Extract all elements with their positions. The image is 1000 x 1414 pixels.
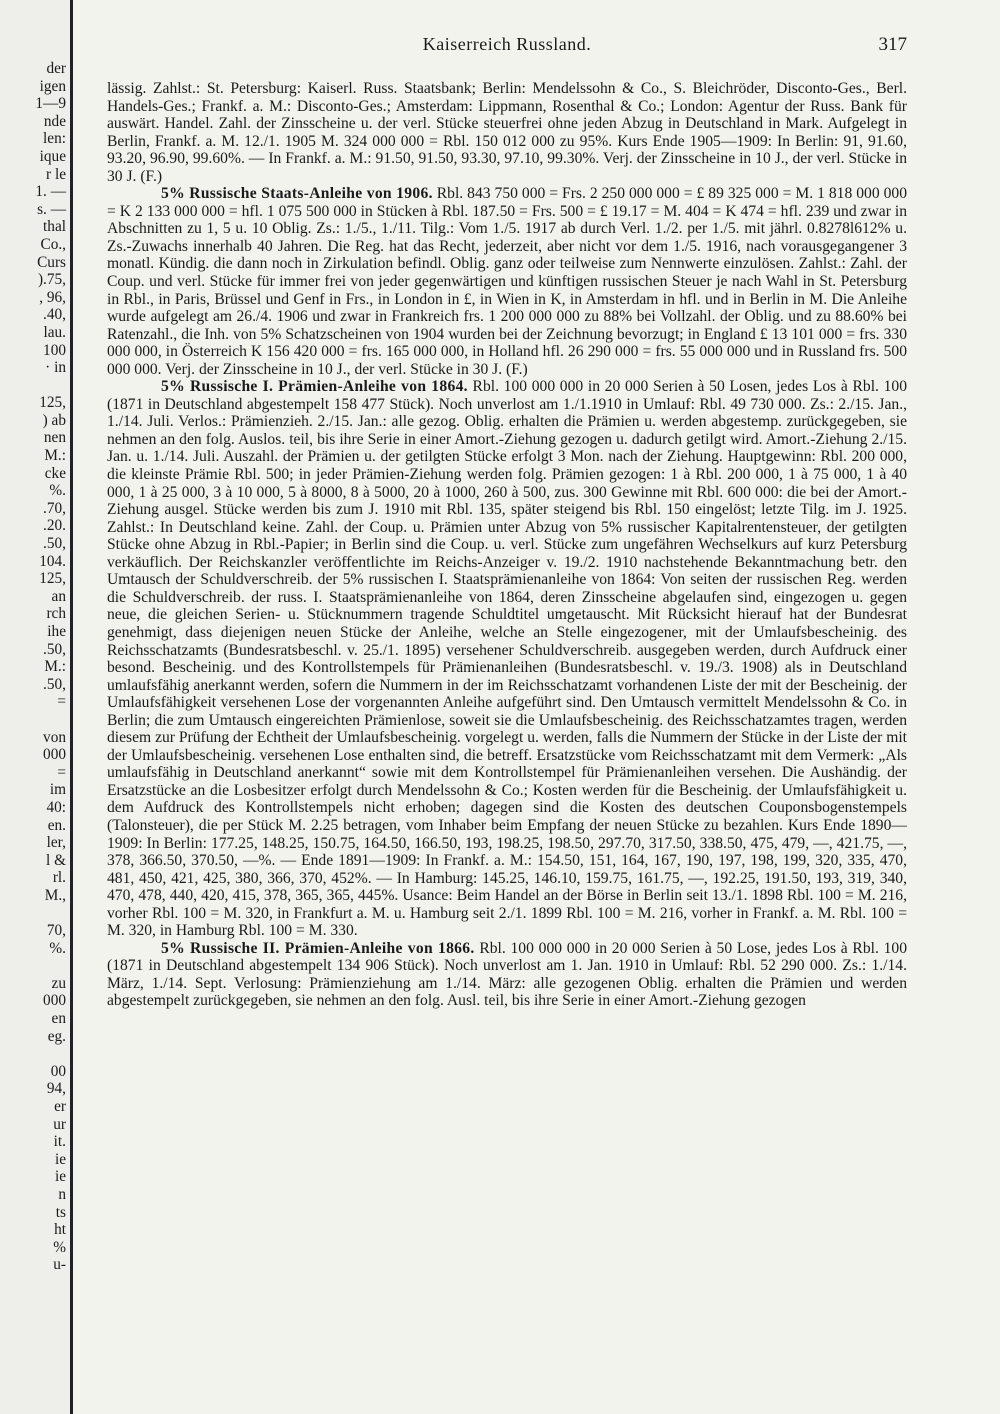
margin-fragment: .70, xyxy=(43,499,66,517)
page-number: 317 xyxy=(878,34,907,55)
margin-fragment: len: xyxy=(43,130,66,148)
paragraph-text: Rbl. 843 750 000 = Frs. 2 250 000 000 = £ 89 325 000 = M. 1 818 000 000 = K 2 133 000 000 = hfl. 1 075 500 000 in Stücken à Rbl. 187.50 = Frs. 500 = £ 19.17 = M. 404 = K 474 = hfl. 239 und zwar in Abschnitten zu 1, 5 u. 10 Oblig. Zs.: 1./5., 1./11. Tilg.: Vom 1./5. 1917 ab durch Verl. 1./2. per 1./5. mit jährl. 0.8278l612% u. Zs.-Zuwachs innerhalb 40 Jahren. Die Reg. hat das Recht, jederzeit, aber nicht vor dem 1./5. 1916, nach vorausgegangener 3 monatl. Kündig. die dann noch in Zirkulation befindl. Oblig. ganz oder teilweise zum Nennwerte einzulösen. Zahlst.: Zahl. der Coup. und verl. Stücke für immer frei von jeder gegenwärtigen und künftigen russischen Steuer je nach Wahl in St. Petersburg in Rbl., in Paris, Brüssel und Genf in Frs., in London in £, in Wien in K, in Amsterdam in hfl. und in Berlin in M. Die Anleihe wurde aufgelegt am 26./4. 1906 und zwar in Frankreich frs. 1 200 000 000 zu 88% bei Vollzahl. der Oblig. und zu 88.60% bei Ratenzahl., die Inh. von 5% Schatzscheinen von 1904 wurden bei der Zeichnung bevorzugt; in England £ 13 101 000 = frs. 330 000 000, in Österreich K 156 420 000 = frs. 165 000 000, in Holland hfl. 26 290 000 = frs. 55 000 000 und in Russland frs. 500 000 000. Verj. der Zinsscheine in 10 J., der verl. Stücke in 30 J. (F.) xyxy=(107,185,908,378)
margin-fragment: 100 xyxy=(43,341,66,359)
margin-fragment: nen xyxy=(43,429,66,447)
margin-fragment: ts xyxy=(55,1203,66,1221)
margin-fragment: M.: xyxy=(44,658,66,676)
margin-fragment: .20. xyxy=(43,517,66,535)
margin-fragment: .50, xyxy=(43,640,66,658)
paragraph-text: Rbl. 100 000 000 in 20 000 Serien à 50 Lose, jedes Los à Rbl. 100 (1871 in Deutschland abgestempelt 134 906 Stück). Noch unverlost am 1. Jan. 1910 in Umlauf: Rbl. 52 290 000. Zs.: 1./14. März, 1./14. Sept. Verlosung: Prämienziehung am 1./14. März: alle gezogenen Oblig. erhalten die Prämien und werden abgestempelt zurückgegeben, sie nehmen an den folg. Ausl. teil, bis ihre Serie in einer Amort.-Ziehung gezogen xyxy=(107,939,907,1010)
margin-fragment: u- xyxy=(53,1256,66,1274)
running-title: Kaiserreich Russland. xyxy=(422,34,592,54)
margin-fragment: r le xyxy=(46,165,66,183)
margin-fragment: en xyxy=(51,1010,66,1028)
paragraph-staats-anleihe-1906 xyxy=(107,185,907,378)
margin-fragment: .40, xyxy=(43,306,66,324)
margin-fragment: lau. xyxy=(43,323,66,341)
margin-fragment: ).75, xyxy=(37,271,66,289)
margin-fragment: an xyxy=(51,587,66,605)
margin-fragment: = xyxy=(57,693,66,711)
margin-fragment: ) ab xyxy=(42,411,66,429)
margin-fragment: = xyxy=(57,763,66,781)
margin-fragment: 000 xyxy=(43,992,66,1010)
margin-fragment xyxy=(0,905,70,923)
margin-fragment: it. xyxy=(53,1133,66,1151)
margin-fragment: ie xyxy=(54,1168,66,1186)
margin-fragment: 000 xyxy=(43,746,66,764)
margin-fragment: 125, xyxy=(39,394,66,412)
margin-fragment: ler, xyxy=(46,834,66,852)
margin-fragment: 1—9 xyxy=(35,95,66,113)
margin-fragment: rch xyxy=(46,605,66,623)
paragraph-praemien-anleihe-1866 xyxy=(107,940,907,1010)
margin-fragment: ie xyxy=(54,1150,66,1168)
margin-fragment xyxy=(0,711,70,729)
margin-fragment: igen xyxy=(39,77,66,95)
margin-fragment: Curs xyxy=(37,253,66,271)
margin-fragment: 70, xyxy=(46,922,66,940)
margin-fragment: , 96, xyxy=(39,288,66,306)
margin-fragment: im xyxy=(49,781,66,799)
margin-fragment: 104. xyxy=(39,552,66,570)
left-margin-adjacent-page xyxy=(0,0,72,1414)
page-binding-edge xyxy=(70,0,73,1414)
paragraph-text: lässig. Zahlst.: St. Petersburg: Kaiserl. Russ. Staatsbank; Berlin: Mendelssohn & Co., S. Bleichröder, Disconto-Ges., Berl. Handels-Ges.; Frankf. a. M.: Disconto-Ges.; Amsterdam: Lippmann, Rosenthal & Co.; London: Agentur der Russ. Bank für auswärt. Handel. Zahl. der Zinsscheine u. der verl. Stücke steuerfrei ohne jeden Abzug in Deutschland in Mark. Aufgelegt in Berlin, Frankf. a. M. 12./1. 1905 M. 324 000 000 = Rbl. 150 012 000 zu 95%. Kurs Ende 1905—1909: In Berlin: 91, 91.60, 93.20, 96.90, 99.60%. — In Frankf. a. M.: 91.50, 91.50, 93.30, 97.10, 99.30%. Verj. der Zinsscheine in 10 J., der verl. Stücke in 30 J. (F.) xyxy=(107,80,907,185)
margin-fragment: eg. xyxy=(47,1027,66,1045)
document-page xyxy=(107,34,907,1010)
margin-fragments-column xyxy=(0,60,70,1274)
margin-fragment: ht xyxy=(54,1221,66,1239)
margin-fragment: M., xyxy=(44,886,66,904)
margin-fragment: 94, xyxy=(46,1080,66,1098)
margin-fragment: 00 xyxy=(50,1062,66,1080)
margin-fragment: rl. xyxy=(52,869,66,887)
margin-fragment: · in xyxy=(45,359,66,377)
paragraph-continuation xyxy=(107,80,907,185)
margin-fragment: 40: xyxy=(46,798,66,816)
margin-fragment: cke xyxy=(44,464,66,482)
entry-heading: 5% Russische Staats-Anleihe von 1906. xyxy=(161,185,433,203)
body-text xyxy=(107,80,907,1010)
margin-fragment: zu xyxy=(51,974,66,992)
margin-fragment: 125, xyxy=(39,570,66,588)
margin-fragment: der xyxy=(46,60,66,77)
margin-fragment: ihe xyxy=(47,623,66,640)
margin-fragment: ur xyxy=(53,1115,66,1133)
margin-fragment: n xyxy=(58,1186,66,1203)
paragraph-praemien-anleihe-1864 xyxy=(107,378,907,940)
margin-fragment: von xyxy=(43,728,66,746)
margin-fragment: thal xyxy=(43,218,66,236)
margin-fragment: en. xyxy=(47,816,66,834)
margin-fragment: er xyxy=(54,1098,66,1116)
margin-fragment: %. xyxy=(49,482,66,500)
margin-fragment: nde xyxy=(43,112,66,130)
entry-heading: 5% Russische II. Prämien-Anleihe von 1866. xyxy=(161,939,475,957)
entry-heading: 5% Russische I. Prämien-Anleihe von 1864. xyxy=(161,378,468,396)
margin-fragment xyxy=(0,957,70,975)
margin-fragment: %. xyxy=(49,939,66,957)
margin-fragment: M.: xyxy=(44,447,66,465)
margin-fragment xyxy=(0,377,70,395)
page-header xyxy=(107,34,907,62)
margin-fragment: 1. — xyxy=(35,183,66,201)
paragraph-text: Rbl. 100 000 000 in 20 000 Serien à 50 Losen, jedes Los à Rbl. 100 (1871 in Deutschland abgestempelt 158 477 Stück). Noch unverlost am 1./1.1910 in Umlauf: Rbl. 49 730 000. Zs.: 2./15. Jan., 1./14. Juli. Verlos.: Prämienzieh. 2./15. Jan.: alle gezog. Oblig. erhalten die Prämien u. werden abgestemp. zurückgegeben, sie nehmen an den folg. Auslos. teil, bis ihre Serie in einer Amort.-Ziehung gezogen u. dadurch getilgt wird. Amort.-Ziehung 2./15. Jan. u. 1./14. Juli. Auszahl. der Prämien u. der getilgten Stücke erfolgt 3 Mon. nach der Ziehung. Hauptgewinn: Rbl. 200 000, die kleinste Prämie Rbl. 500; in jeder Prämien-Ziehung werden folg. Prämien gezogen: 1 à Rbl. 200 000, 1 à 75 000, 1 à 40 000, 1 à 25 000, 3 à 10 000, 5 à 8000, 8 à 5000, 20 à 1000, 260 à 500, zus. 300 Gewinne mit Rbl. 600 000: die bei der Amort.-Ziehung ausgel. Stücke werden bis zum J. 1910 mit Rbl. 135, später steigend bis Rbl. 150 eingelöst; letzte Tilg. im J. 1925. Zahlst.: In Deutschland keine. Zahl. der Coup. u. Prämien unter Abzug von 5% russischer Kapitalrentensteuer, der getilgten Stücke ohne Abzug in Rbl.-Papier; in Berlin sind die Coup. u. verl. Stücke zum ungefähren Wechselkurs auf kurz Petersburg verkäuflich. Der Reichskanzler veröffentlichte im Reichs-Anzeiger v. 19./2. 1910 nachstehende Bekanntmachung betr. den Umtausch der Schuldverschreib. der 5% russischen I. Staatsprämienanleihe von 1864: Von seiten der russischen Reg. werden die Schuldverschreib. der russ. I. Staatsprämienanleihe von 1864, deren Zinsscheine abgelaufen sind, eingezogen u. gegen neue, die gleichen Serien- u. Stücknummern tragende Schuldtitel umgetauscht. Mit Rücksicht hierauf hat der Bundesrat genehmigt, dass diejenigen neuen Stücke der Anleihe, welche an Stelle eingezogener, mit der Umlaufsbescheinig. des Reichsschatzamts (Bundesratsbeschl. v. 25./1. 1895) versehener Schuldverschreib. ausgegeben werden, durch Aufdruck einer besond. Bescheinig. und des Kontrollstempels für Prämienanleihen (Bundesratsbeschl. v. 19./3. 1908) als in Deutschland umlaufsfähig anerkannt werden, sofern die Nummern in der im Reichsschatzamt vorhandenen Liste der mit der Bescheinig. der Umlaufsfähigkeit versehenen Lose der vorgenannten Anleihe aufgeführt sind. Den Umtausch vermittelt Mendelssohn & Co. in Berlin; die zum Umtausch eingereichten Prämienlose, soweit sie die Umlaufsbescheinig. des Reichsschatzamtes tragen, werden diesem zur Prüfung der Echtheit der Umlaufsbescheinig. vorgelegt u. werden, falls die Nummern der Stücke in der Liste der mit der Umlaufsbescheinig. versehenen Lose enthalten sind, die betreff. Ersatzstücke vom Reichsschatzamt mit dem Vermerk: „Als umlaufsfähig in Deutschland anerkannt“ sowie mit dem Kontrollstempel für Prämienanleihen versehen. Die Aushändig. der Ersatzstücke an die Losbesitzer erfolgt durch Mendelssohn & Co.; Kosten werden für die Bescheinig. der Umlaufsfähigkeit u. dem Aufdruck des Kontrollstempels nicht erhoben; dagegen sind die Kosten des deutschen Couponsbogenstempels (Talonsteuer), die per Stück M. 2.25 betragen, vom Inhaber beim Empfang der neuen Stücke zu bezahlen. Kurs Ende 1890—1909: In Berlin: 177.25, 148.25, 150.75, 164.50, 166.50, 193, 198.25, 198.50, 297.70, 317.50, 338.50, 475, 479, —, 421.75, —, 378, 366.50, 370.50, —%. — Ende 1891—1909: In Frankf. a. M.: 154.50, 151, 164, 167, 190, 197, 198, 199, 320, 335, 470, 481, 450, 421, 425, 380, 366, 370, 452%. — In Hamburg: 145.25, 146.10, 159.75, 161.75, —, 192.25, 191.50, 193, 319, 340, 470, 478, 440, 420, 415, 378, 365, 365, 445%. Usance: Beim Handel an der Börse in Berlin seit 13./1. 1898 Rbl. 100 = M. 216, vorher Rbl. 100 = M. 320, in Frankfurt a. M. u. Hamburg seit 2./1. 1899 Rbl. 100 = M. 216, vorher in Frankf. a. M. Rbl. 100 = M. 320, in Hamburg Rbl. 100 = M. 330. xyxy=(107,378,907,940)
margin-fragment: .50, xyxy=(43,675,66,693)
margin-fragment: l & xyxy=(46,851,66,869)
margin-fragment: .50, xyxy=(43,535,66,553)
margin-fragment: % xyxy=(53,1238,66,1256)
margin-fragment: Co., xyxy=(40,235,66,253)
margin-fragment: ique xyxy=(39,147,66,165)
margin-fragment: s. — xyxy=(37,200,66,218)
margin-fragment xyxy=(0,1045,70,1063)
